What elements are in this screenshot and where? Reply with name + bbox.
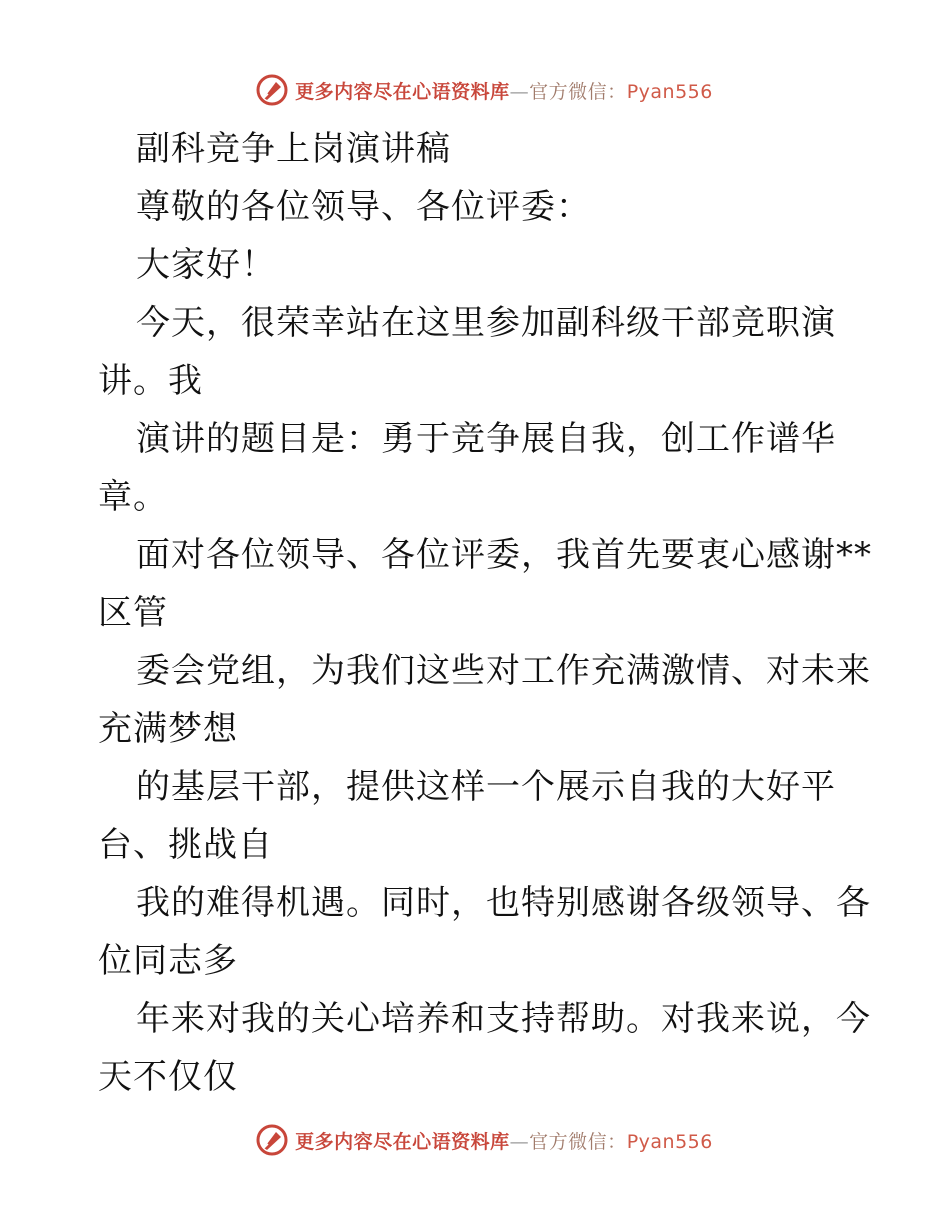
doc-title: 副科竞争上岗演讲稿 — [136, 129, 451, 169]
doc-line: 台、挑战自 — [98, 825, 273, 865]
document-body — [98, 120, 872, 1106]
header-banner — [0, 70, 950, 110]
doc-line: 位同志多 — [98, 941, 238, 981]
banner-text — [295, 77, 713, 104]
banner-brand: 更多内容尽在心语资料库 — [295, 80, 510, 103]
doc-line: 我的难得机遇。同时，也特别感谢各级领导、各 — [136, 883, 871, 923]
doc-line: 的基层干部，提供这样一个展示自我的大好平 — [136, 767, 836, 807]
banner-wechat-id: Pyan556 — [626, 1130, 713, 1153]
banner-dash: — — [509, 1130, 530, 1153]
doc-line: 委会党组，为我们这些对工作充满激情、对未来 — [136, 651, 871, 691]
banner-text — [295, 1127, 713, 1154]
doc-line: 区管 — [98, 593, 168, 633]
doc-line: 充满梦想 — [98, 709, 238, 749]
pen-nib-logo-icon — [255, 73, 289, 107]
doc-line: 面对各位领导、各位评委，我首先要衷心感谢** — [136, 535, 872, 575]
banner-wechat-label: 官方微信： — [529, 1130, 627, 1153]
footer-banner — [0, 1120, 950, 1160]
banner-wechat-id: Pyan556 — [626, 80, 713, 103]
doc-line: 讲。我 — [98, 361, 203, 401]
banner-wechat-label: 官方微信： — [529, 80, 627, 103]
banner-brand: 更多内容尽在心语资料库 — [295, 1130, 510, 1153]
doc-line: 天不仅仅 — [98, 1057, 238, 1097]
doc-line: 演讲的题目是：勇于竞争展自我，创工作谱华 — [136, 419, 836, 459]
doc-line: 年来对我的关心培养和支持帮助。对我来说，今 — [136, 999, 871, 1039]
doc-greeting: 大家好！ — [136, 245, 276, 285]
banner-dash: — — [509, 80, 530, 103]
doc-line: 章。 — [98, 477, 168, 517]
doc-salutation: 尊敬的各位领导、各位评委： — [136, 187, 591, 227]
pen-nib-logo-icon — [255, 1123, 289, 1157]
doc-line: 今天，很荣幸站在这里参加副科级干部竞职演 — [136, 303, 836, 343]
header-banner-content — [255, 73, 713, 107]
footer-banner-content — [255, 1123, 713, 1157]
